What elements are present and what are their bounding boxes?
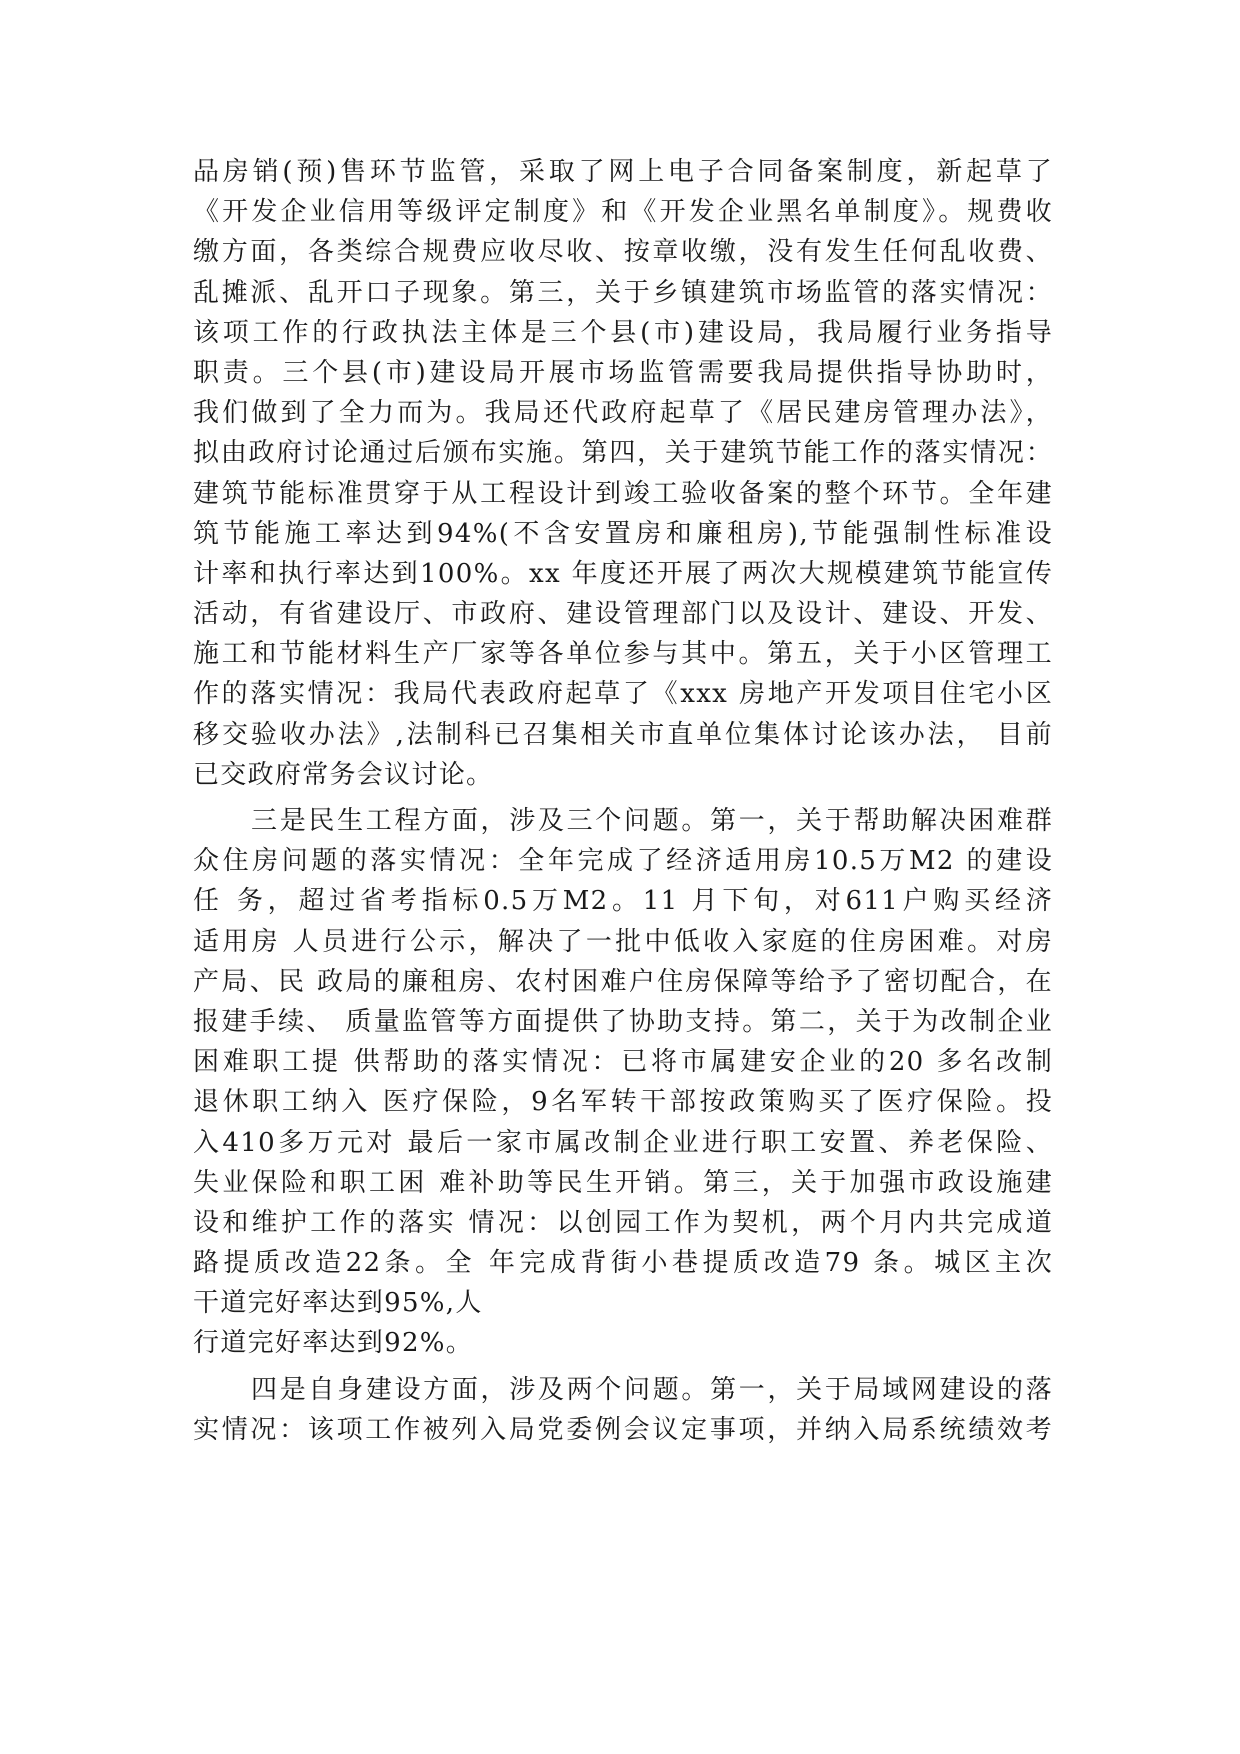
text-line: 筑节能施工率达到94%(不含安置房和廉租房),节能强制性标准设 xyxy=(193,518,1053,549)
text-line: 行道完好率达到92%。 xyxy=(193,1328,474,1359)
text-line: 施工和节能材料生产厂家等各单位参与其中。第五，关于小区管理工 xyxy=(193,639,1053,670)
text-line: 产局、民 政局的廉租房、农村困难户住房保障等给予了密切配合，在 xyxy=(193,966,1053,997)
text-line: 乱摊派、乱开口子现象。第三，关于乡镇建筑市场监管的落实情况： xyxy=(193,277,1053,308)
text-line: 实情况：该项工作被列入局党委例会议定事项，并纳入局系统绩效考 xyxy=(193,1414,1053,1445)
text-line: 作的落实情况：我局代表政府起草了《xxx 房地产开发项目住宅小区 xyxy=(193,679,1053,710)
paragraph-1 xyxy=(193,152,1053,795)
text-line: 四是自身建设方面，涉及两个问题。第一，关于局域网建设的落 xyxy=(251,1374,1053,1405)
text-line: 活动，有省建设厅、市政府、建设管理部门以及设计、建设、开发、 xyxy=(193,599,1053,630)
text-line: 众住房问题的落实情况：全年完成了经济适用房10.5万M2 的建设 xyxy=(193,846,1053,877)
text-line: 干道完好率达到95%,人 xyxy=(193,1288,483,1319)
text-line: 拟由政府讨论通过后颁布实施。第四，关于建筑节能工作的落实情况： xyxy=(193,438,1053,469)
text-line: 品房销(预)售环节监管，采取了网上电子合同备案制度，新起草了 xyxy=(193,157,1053,187)
paragraph-2 xyxy=(193,801,1053,1364)
text-line: 失业保险和职工困 难补助等民生开销。第三，关于加强市政设施建 xyxy=(193,1167,1053,1198)
text-line: 三是民生工程方面，涉及三个问题。第一，关于帮助解决困难群 xyxy=(251,806,1053,836)
text-line: 建筑节能标准贯穿于从工程设计到竣工验收备案的整个环节。全年建 xyxy=(193,478,1053,509)
text-line: 退休职工纳入 医疗保险，9名军转干部按政策购买了医疗保险。投 xyxy=(193,1087,1053,1118)
text-line: 任 务，超过省考指标0.5万M2。11 月下旬，对611户购买经济 xyxy=(193,886,1053,917)
text-line: 该项工作的行政执法主体是三个县(市)建设局，我局履行业务指导 xyxy=(193,317,1053,348)
text-line: 我们做到了全力而为。我局还代政府起草了《居民建房管理办法》， xyxy=(193,398,1053,429)
text-line: 移交验收办法》,法制科已召集相关市直单位集体讨论该办法， 目前 xyxy=(193,719,1053,750)
paragraph-3 xyxy=(193,1370,1053,1450)
text-line: 入410多万元对 最后一家市属改制企业进行职工安置、养老保险、 xyxy=(193,1127,1053,1158)
text-line: 适用房 人员进行公示，解决了一批中低收入家庭的住房困难。对房 xyxy=(193,926,1053,957)
text-line: 已交政府常务会议讨论。 xyxy=(193,759,494,790)
text-line: 设和维护工作的落实 情况：以创园工作为契机，两个月内共完成道 xyxy=(193,1207,1053,1238)
document-body xyxy=(193,152,1053,1450)
text-line: 缴方面，各类综合规费应收尽收、按章收缴，没有发生任何乱收费、 xyxy=(193,237,1053,268)
text-line: 《开发企业信用等级评定制度》和《开发企业黑名单制度》。规费收 xyxy=(193,197,1053,228)
text-line: 计率和执行率达到100%。xx 年度还开展了两次大规模建筑节能宣传 xyxy=(193,558,1053,589)
text-line: 困难职工提 供帮助的落实情况：已将市属建安企业的20 多名改制 xyxy=(193,1047,1053,1078)
text-line: 报建手续、 质量监管等方面提供了协助支持。第二，关于为改制企业 xyxy=(193,1006,1053,1037)
text-line: 路提质改造22条。全 年完成背街小巷提质改造79 条。城区主次 xyxy=(193,1248,1053,1279)
text-line: 职责。三个县(市)建设局开展市场监管需要我局提供指导协助时， xyxy=(193,357,1053,388)
